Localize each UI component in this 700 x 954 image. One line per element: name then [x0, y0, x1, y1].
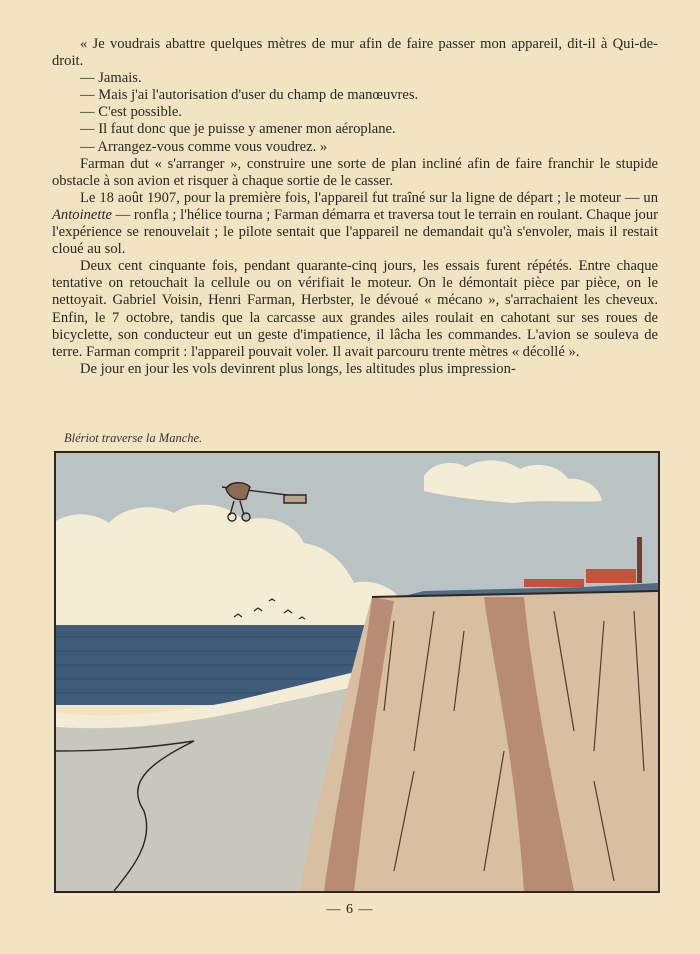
page-number: — 6 — — [326, 902, 374, 917]
paragraph-with-emphasis — [52, 190, 658, 258]
cliff-illustration — [54, 451, 660, 893]
dialogue-line: — Jamais. — [80, 70, 142, 87]
illustration-caption: Blériot traverse la Manche. — [64, 431, 203, 445]
factory-chimney — [637, 537, 642, 583]
illustration-svg — [54, 451, 660, 893]
text-run: Le 18 août 1907, pour la première fois, l'appareil fut traîné sur la ligne de départ ; le moteur — un — [80, 189, 658, 206]
dialogue-line: — C'est possible. — [80, 104, 182, 121]
dialogue-line: — Arrangez-vous comme vous voudrez. » — [80, 138, 328, 155]
paragraph: Deux cent cinquante fois, pendant quarante-cinq jours, les essais furent répétés. Entre chaque tentative on retouchait la cellule ou on vérifiait le moteur. On le démontait pièce par pièce, on le nettoyait. Gabriel Voisin, Henri Farman, Herbster, le dévoué « mécano », s'arrachaient les cheveux. Enfin, le 7 octobre, tandis que la carcasse aux grandes ailes roulait en cahotant sur ses roues de bicyclette, son conducteur eut un geste d'impatience, il lâcha les commandes. L'avion se souleva de terre. Farman comprit : l'appareil pouvait voler. Il avait parcouru trente mètres « décollé ». — [52, 258, 658, 360]
text-run: — ronfla ; l'hélice tourna ; Farman démarra et traversa tout le terrain en roulant. Chaque jour l'expérience se renouvelait ; le pilote sentait que l'appareil ne demandait qu'à s'envoler, mais il restait cloué au sol. — [52, 206, 658, 258]
paragraph: « Je voudrais abattre quelques mètres de mur afin de faire passer mon appareil, dit-il à Qui-de-droit. — [52, 36, 658, 70]
dialogue-line: — Mais j'ai l'autorisation d'user du champ de manœuvres. — [80, 87, 419, 104]
factory-building — [586, 569, 636, 583]
paragraph: De jour en jour les vols devinrent plus longs, les altitudes plus impression- — [80, 360, 516, 377]
body-text — [52, 36, 658, 378]
engine-name: Antoinette — [52, 206, 112, 223]
dialogue-line: — Il faut donc que je puisse y amener mon aéroplane. — [80, 121, 396, 138]
paragraph: Farman dut « s'arranger », construire une sorte de plan incliné afin de faire franchir le stupide obstacle à son avion et risquer à chaque sortie de le casser. — [52, 155, 658, 189]
